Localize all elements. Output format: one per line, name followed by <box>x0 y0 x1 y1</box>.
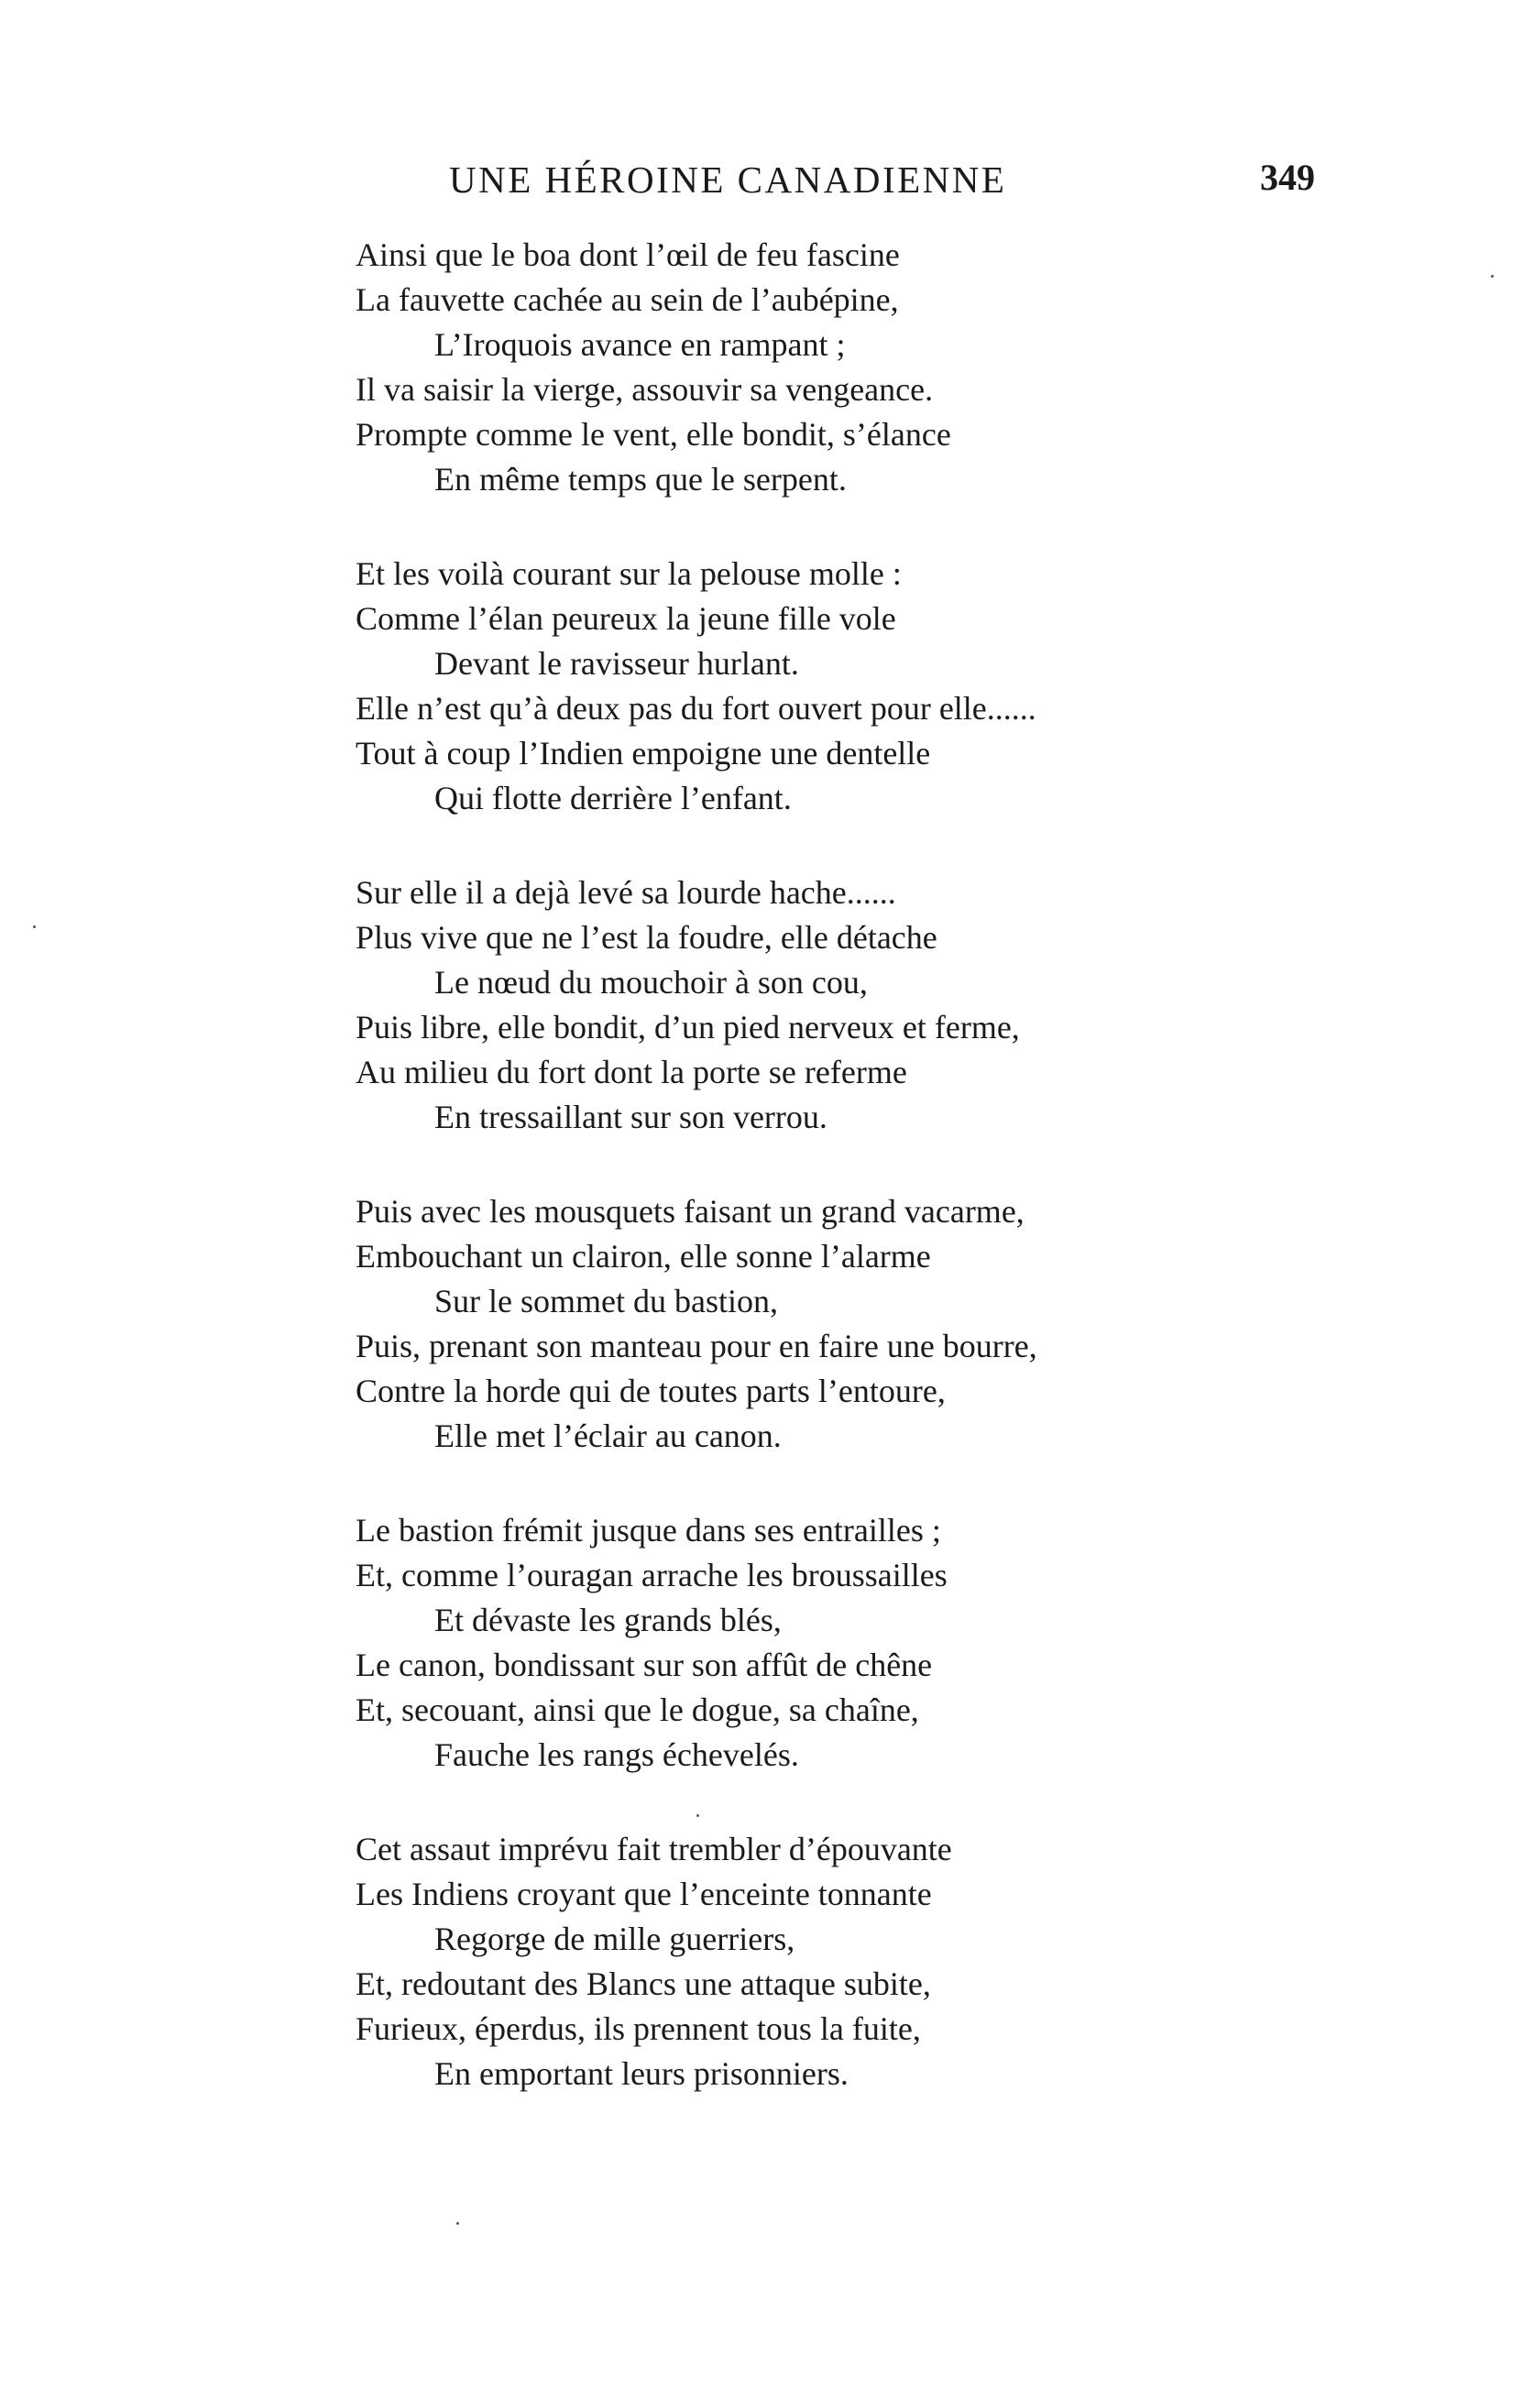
verse-line: Et, secouant, ainsi que le dogue, sa chaîne, <box>356 1691 919 1728</box>
stanza <box>356 552 1272 821</box>
stanza <box>356 1189 1272 1459</box>
verse-line-indented: En même temps que le serpent. <box>434 461 847 498</box>
verse-line-indented: Elle met l’éclair au canon. <box>434 1417 782 1454</box>
scan-speck <box>1491 275 1494 278</box>
running-title: UNE HÉROINE CANADIENNE <box>449 159 1007 201</box>
verse-line-indented: En tressaillant sur son verrou. <box>434 1099 827 1135</box>
stanza <box>356 233 1272 502</box>
verse-line-indented: En emportant leurs prisonniers. <box>434 2055 849 2092</box>
verse-line-indented: Sur le sommet du bastion, <box>434 1283 778 1319</box>
verse-line: Contre la horde qui de toutes parts l’entoure, <box>356 1373 946 1409</box>
verse-line: Le bastion frémit jusque dans ses entrailles ; <box>356 1512 941 1549</box>
verse-line: Embouchant un clairon, elle sonne l’alarme <box>356 1238 931 1275</box>
scan-speck <box>696 1814 699 1817</box>
verse-line-indented: Qui flotte derrière l’enfant. <box>434 780 792 816</box>
verse-line: Sur elle il a dejà levé sa lourde hache...... <box>356 874 896 911</box>
verse-line-indented: Devant le ravisseur hurlant. <box>434 645 799 682</box>
verse-line: Les Indiens croyant que l’enceinte tonnante <box>356 1876 932 1912</box>
verse-line: La fauvette cachée au sein de l’aubépine, <box>356 281 899 318</box>
verse-line: Puis avec les mousquets faisant un grand vacarme, <box>356 1193 1024 1230</box>
verse-line: Comme l’élan peureux la jeune fille vole <box>356 600 896 637</box>
verse-line: Tout à coup l’Indien empoigne une dentelle <box>356 735 931 772</box>
verse-line: Et, redoutant des Blancs une attaque subite, <box>356 1965 931 2002</box>
scan-speck <box>33 925 36 928</box>
verse-line: Ainsi que le boa dont l’œil de feu fascine <box>356 236 900 273</box>
verse-line: Elle n’est qu’à deux pas du fort ouvert pour elle...... <box>356 690 1036 727</box>
verse-line: Cet assaut imprévu fait trembler d’épouvante <box>356 1831 952 1867</box>
verse-line-indented: Le nœud du mouchoir à son cou, <box>434 964 868 1001</box>
verse-line: Il va saisir la vierge, assouvir sa vengeance. <box>356 371 934 408</box>
stanza <box>356 870 1272 1140</box>
verse-line: Plus vive que ne l’est la foudre, elle détache <box>356 919 937 956</box>
verse-line: Prompte comme le vent, elle bondit, s’élance <box>356 416 951 453</box>
verse-line: Puis libre, elle bondit, d’un pied nerveux et ferme, <box>356 1009 1020 1045</box>
stanza <box>356 1508 1272 1778</box>
verse-line: Au milieu du fort dont la porte se referme <box>356 1054 907 1090</box>
verse-line: Puis, prenant son manteau pour en faire une bourre, <box>356 1328 1037 1364</box>
verse-line: Furieux, éperdus, ils prennent tous la fuite, <box>356 2010 921 2047</box>
stanza <box>356 1827 1272 2096</box>
verse-line: Et les voilà courant sur la pelouse molle : <box>356 555 902 592</box>
verse-line-indented: L’Iroquois avance en rampant ; <box>434 326 846 363</box>
verse-line: Le canon, bondissant sur son affût de chêne <box>356 1647 933 1683</box>
scan-speck <box>456 2222 459 2225</box>
verse-line-indented: Et dévaste les grands blés, <box>434 1602 782 1638</box>
poem <box>356 233 1272 2146</box>
verse-line-indented: Fauche les rangs échevelés. <box>434 1736 799 1773</box>
page-number: 349 <box>1260 157 1315 198</box>
verse-line-indented: Regorge de mille guerriers, <box>434 1921 795 1957</box>
verse-line: Et, comme l’ouragan arrache les broussailles <box>356 1557 948 1593</box>
